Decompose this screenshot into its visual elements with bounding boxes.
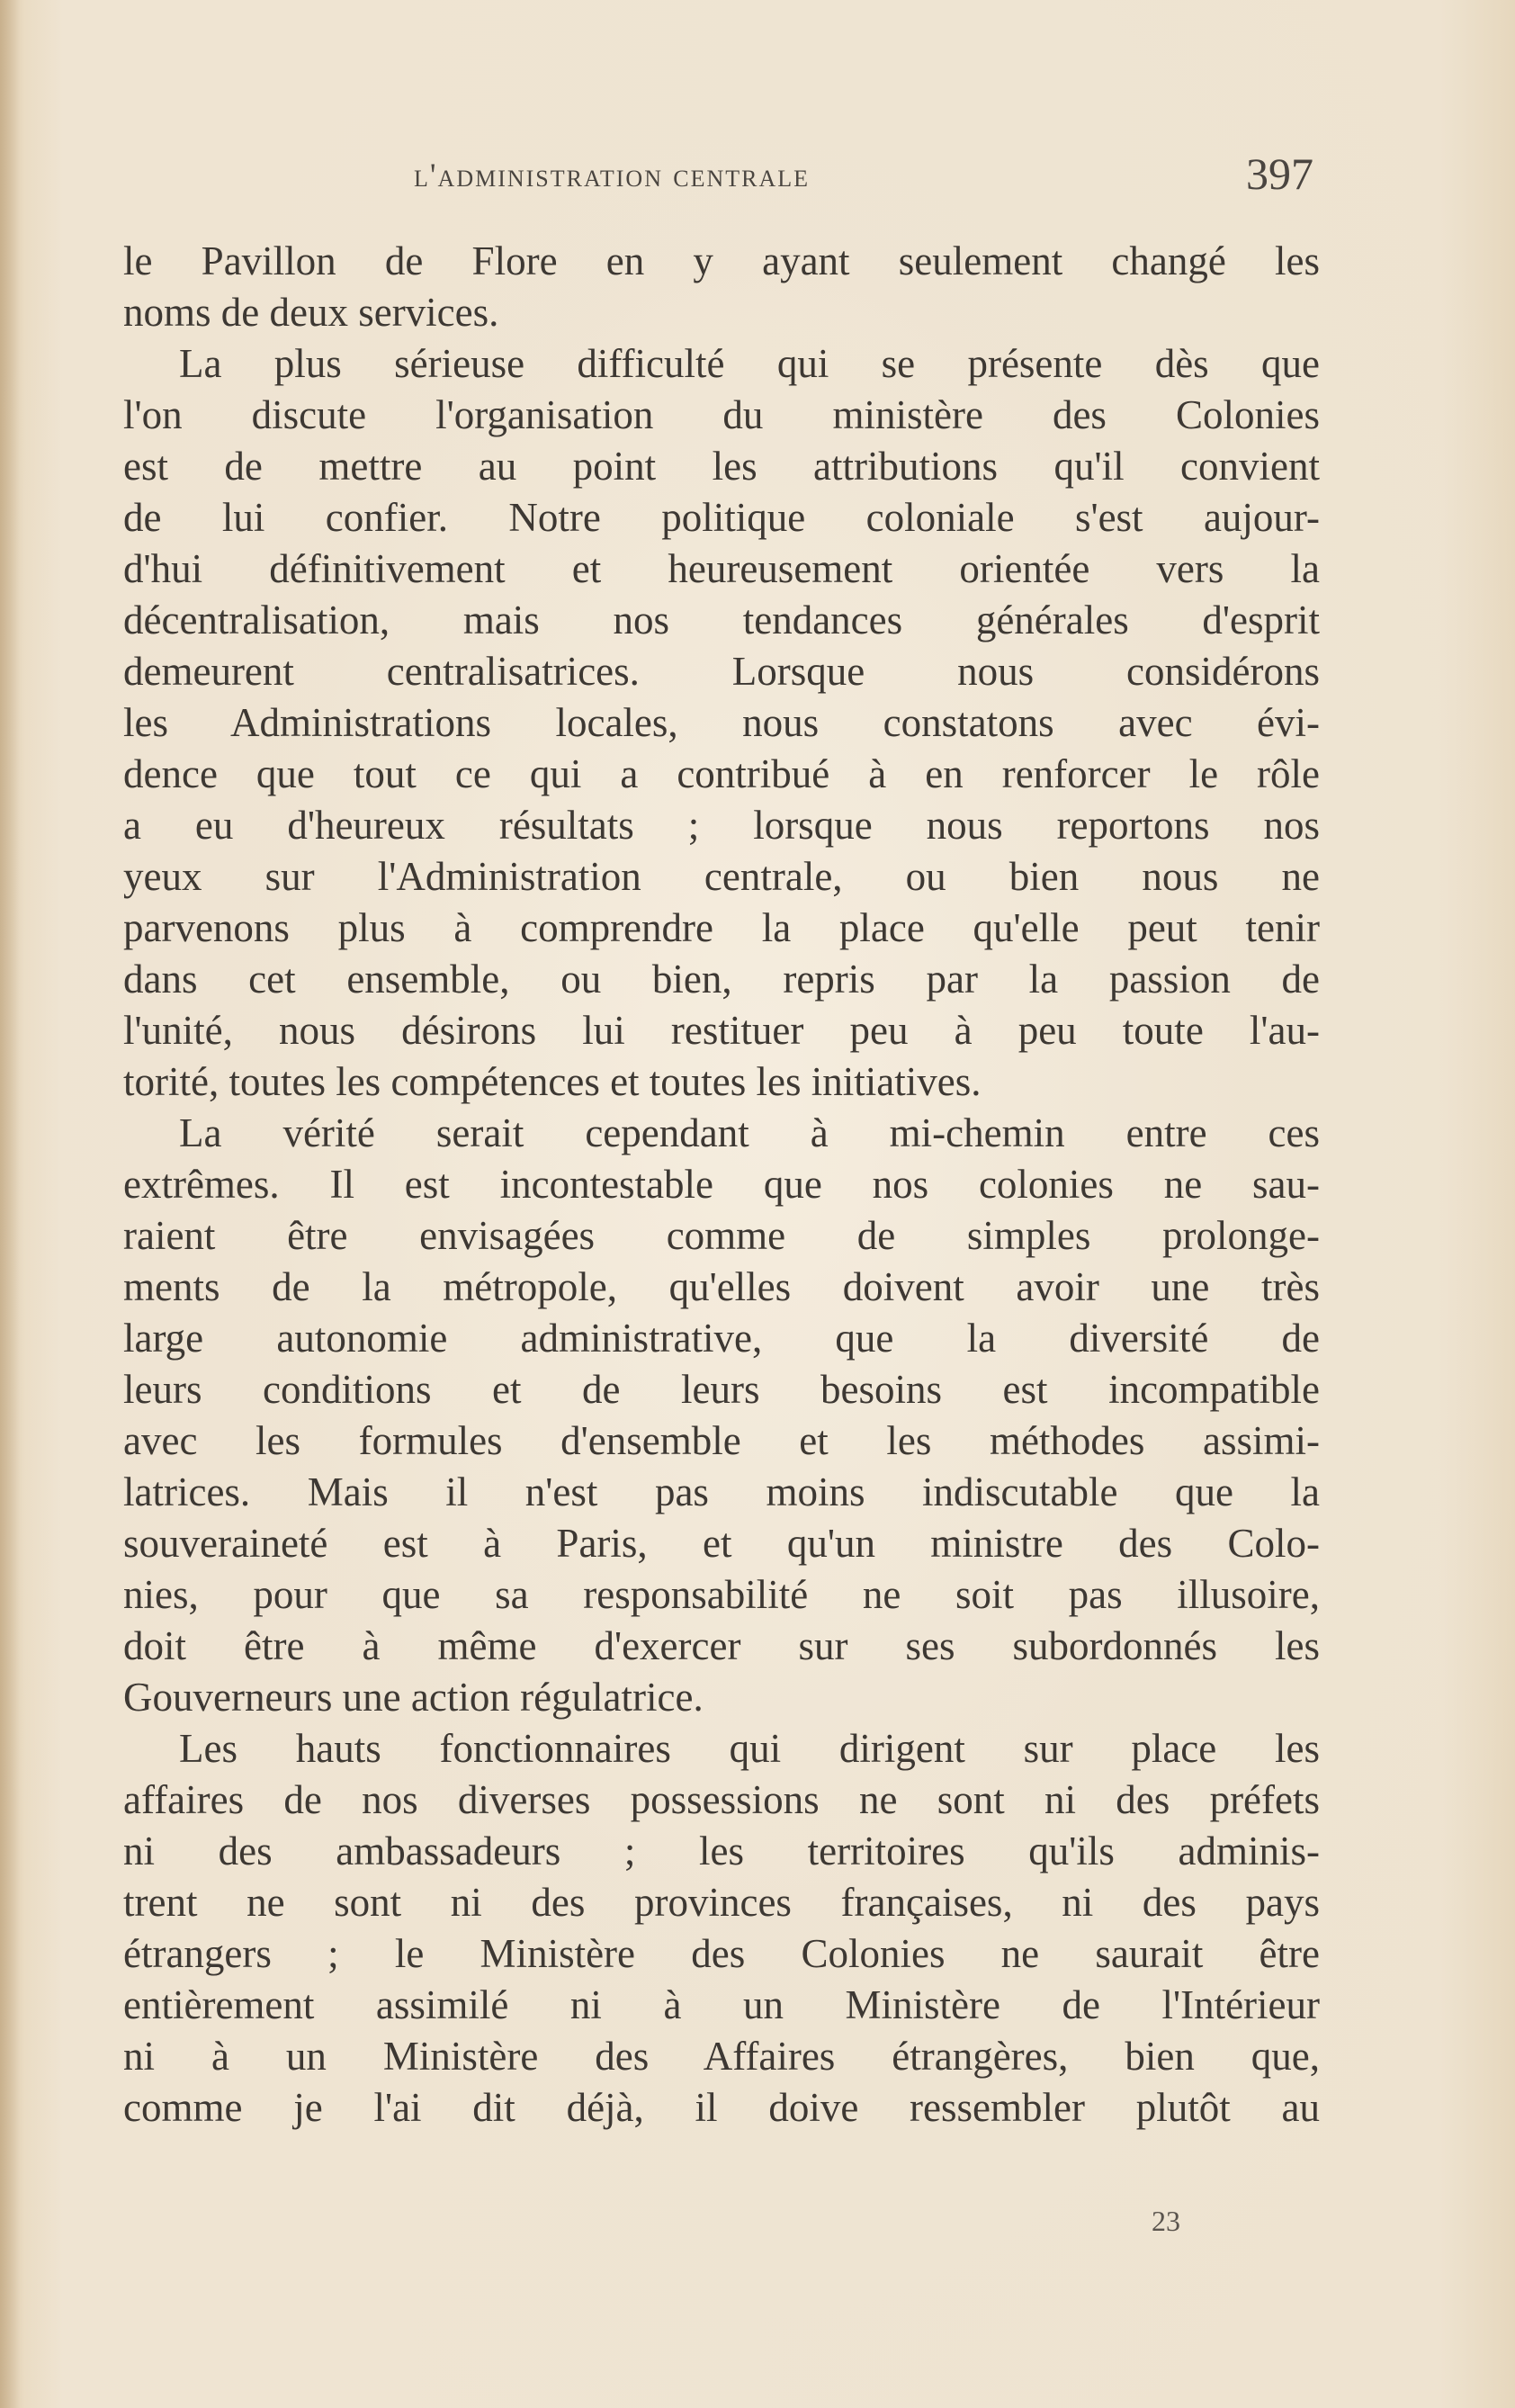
text-line: latrices. Mais il n'est pas moins indiscutable que la <box>123 1469 1320 1514</box>
text-line: noms de deux services. <box>123 290 499 335</box>
text-line: a eu d'heureux résultats ; lorsque nous reportons nos <box>123 803 1320 848</box>
text-line: dans cet ensemble, ou bien, repris par la passion de <box>123 957 1320 1002</box>
running-title: l'administration centrale <box>414 157 810 194</box>
text-line: d'hui définitivement et heureusement orientée vers la <box>123 546 1320 591</box>
text-line: dence que tout ce qui a contribué à en renforcer le rôle <box>123 751 1320 796</box>
text-line: doit être à même d'exercer sur ses subordonnés les <box>123 1623 1320 1668</box>
text-line: décentralisation, mais nos tendances générales d'esprit <box>123 598 1320 642</box>
text-line: trent ne sont ni des provinces françaises, ni des pays <box>123 1880 1320 1925</box>
text-line: comme je l'ai dit déjà, il doive ressembler plutôt au <box>123 2085 1320 2130</box>
text-line: ni à un Ministère des Affaires étrangères, bien que, <box>123 2034 1320 2079</box>
text-line: l'on discute l'organisation du ministère des Colonies <box>123 392 1320 437</box>
text-line: ni des ambassadeurs ; les territoires qu'ils adminis- <box>123 1828 1320 1873</box>
text-line: Les hauts fonctionnaires qui dirigent sur place les <box>179 1726 1320 1771</box>
text-line: demeurent centralisatrices. Lorsque nous considérons <box>123 649 1320 694</box>
text-line: l'unité, nous désirons lui restituer peu à peu toute l'au- <box>123 1008 1320 1053</box>
text-line: parvenons plus à comprendre la place qu'elle peut tenir <box>123 905 1320 950</box>
text-line: La vérité serait cependant à mi-chemin entre ces <box>179 1110 1320 1155</box>
text-line: étrangers ; le Ministère des Colonies ne saurait être <box>123 1931 1320 1976</box>
text-line: souveraineté est à Paris, et qu'un ministre des Colo- <box>123 1521 1320 1566</box>
text-line: large autonomie administrative, que la diversité de <box>123 1316 1320 1361</box>
text-line: entièrement assimilé ni à un Ministère de l'Intérieur <box>123 1982 1320 2027</box>
text-line: raient être envisagées comme de simples prolonge- <box>123 1213 1320 1258</box>
body-text <box>123 236 1320 2134</box>
text-line: ments de la métropole, qu'elles doivent avoir une très <box>123 1264 1320 1309</box>
text-line: nies, pour que sa responsabilité ne soit pas illusoire, <box>123 1572 1320 1617</box>
text-line: avec les formules d'ensemble et les méthodes assimi- <box>123 1418 1320 1463</box>
text-line: La plus sérieuse difficulté qui se présente dès que <box>179 341 1320 386</box>
running-head <box>117 140 1313 203</box>
text-line: affaires de nos diverses possessions ne sont ni des préfets <box>123 1777 1320 1822</box>
signature-mark: 23 <box>1152 2205 1180 2237</box>
text-line: les Administrations locales, nous constatons avec évi- <box>123 700 1320 745</box>
page-number: 397 <box>1246 148 1313 199</box>
text-line: de lui confier. Notre politique coloniale s'est aujour- <box>123 495 1320 540</box>
text-line: le Pavillon de Flore en y ayant seulement changé les <box>123 238 1320 283</box>
text-line: torité, toutes les compétences et toutes les initiatives. <box>123 1059 982 1104</box>
text-line: yeux sur l'Administration centrale, ou bien nous ne <box>123 854 1320 899</box>
text-line: leurs conditions et de leurs besoins est incompatible <box>123 1367 1320 1412</box>
text-line: extrêmes. Il est incontestable que nos colonies ne sau- <box>123 1162 1320 1207</box>
text-line: Gouverneurs une action régulatrice. <box>123 1675 704 1720</box>
text-line: est de mettre au point les attributions qu'il convient <box>123 444 1320 489</box>
